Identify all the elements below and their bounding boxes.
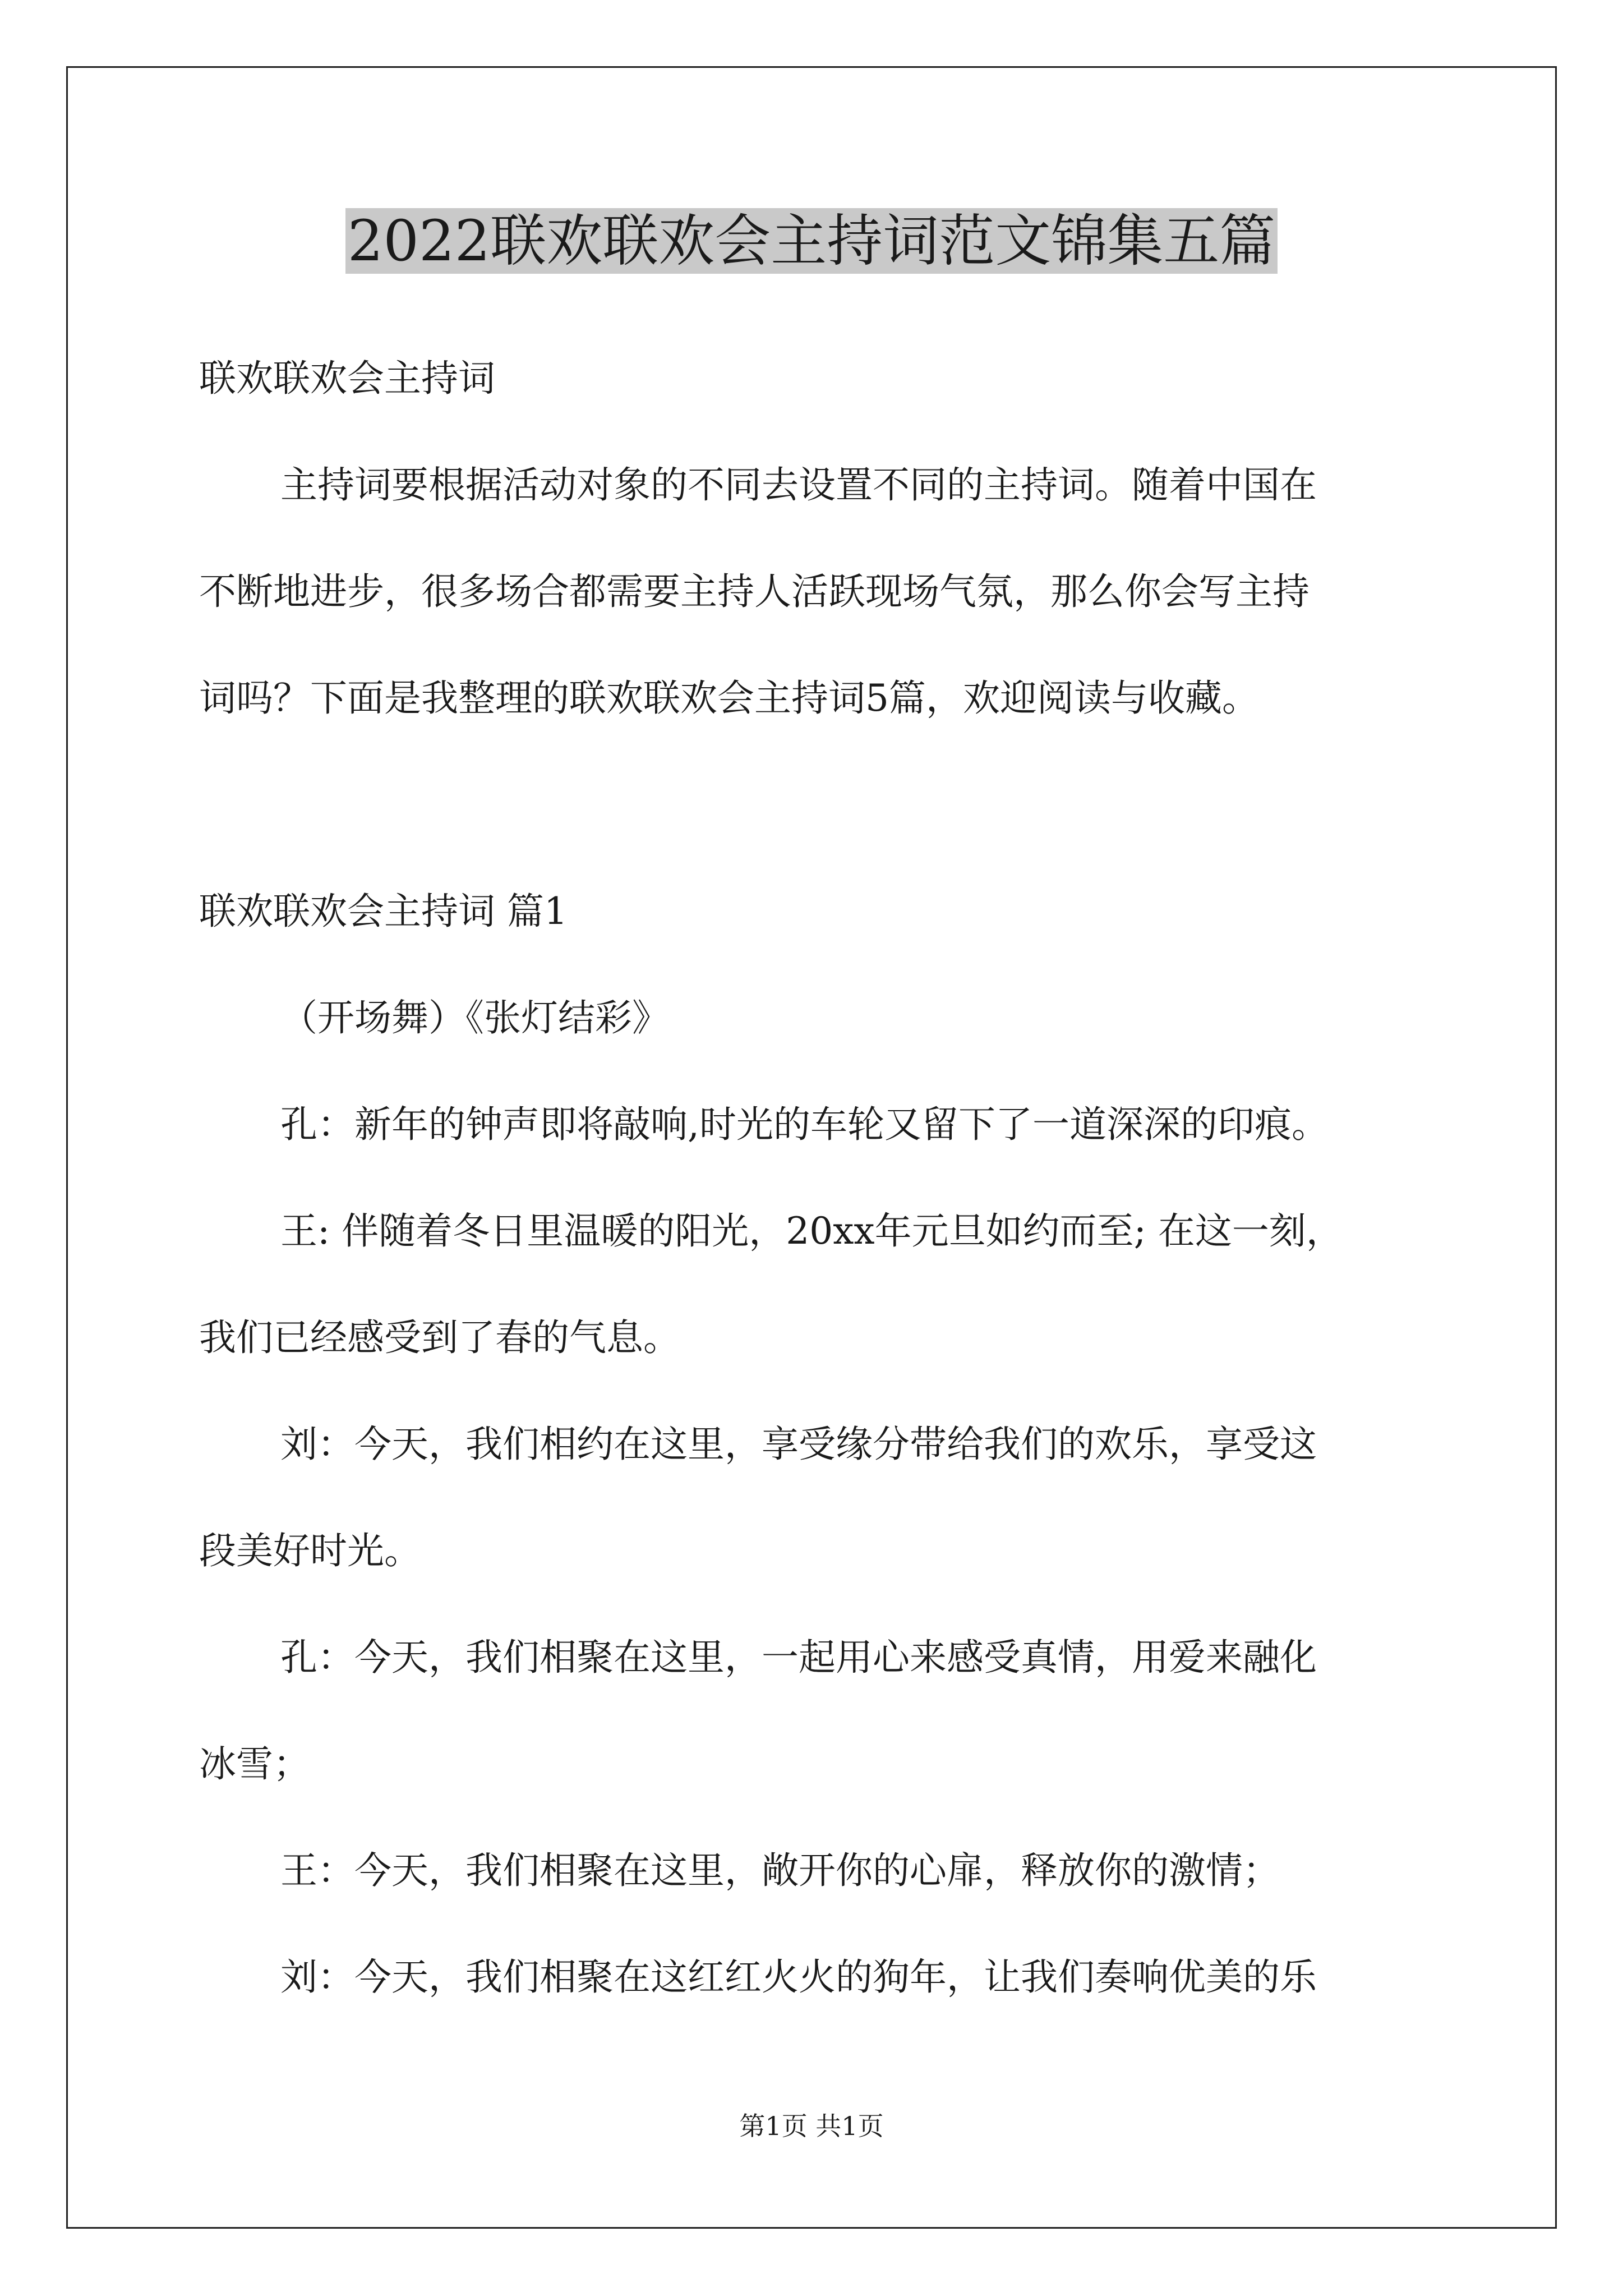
paragraph-line: 孔：新年的钟声即将敲响,时光的车轮又留下了一道深深的印痕。 bbox=[280, 1103, 1329, 1146]
paragraph-line: 词吗？下面是我整理的联欢联欢会主持词5篇，欢迎阅读与收藏。 bbox=[199, 677, 1259, 720]
paragraph-line: 冰雪； bbox=[199, 1742, 310, 1786]
document-title-text: 2022联欢联欢会主持词范文锦集五篇 bbox=[345, 208, 1278, 274]
paragraph-line: 主持词要根据活动对象的不同去设置不同的主持词。随着中国在 bbox=[280, 463, 1317, 507]
section-heading: 联欢联欢会主持词 篇1 bbox=[199, 890, 568, 933]
page-footer: 第1页 共1页 bbox=[739, 2111, 884, 2141]
paragraph-line: （开场舞）《张灯结彩》 bbox=[280, 996, 669, 1039]
paragraph-line: 王: 伴随着冬日里温暖的阳光，20xx年元旦如约而至; 在这一刻， bbox=[280, 1209, 1343, 1253]
paragraph-line: 不断地进步，很多场合都需要主持人活跃现场气氛，那么你会写主持 bbox=[199, 570, 1310, 613]
document-title bbox=[0, 205, 1623, 278]
paragraph-line: 孔：今天，我们相聚在这里，一起用心来感受真情，用爱来融化 bbox=[280, 1636, 1317, 1679]
paragraph-line: 刘：今天，我们相约在这里，享受缘分带给我们的欢乐，享受这 bbox=[280, 1423, 1317, 1466]
paragraph-line: 我们已经感受到了春的气息。 bbox=[199, 1316, 680, 1359]
paragraph-line: 王：今天，我们相聚在这里，敞开你的心扉，释放你的激情； bbox=[280, 1849, 1280, 1892]
paragraph-line: 刘：今天，我们相聚在这红红火火的狗年，让我们奏响优美的乐 bbox=[280, 1955, 1317, 1999]
paragraph-line: 段美好时光。 bbox=[199, 1529, 421, 1572]
section-heading: 联欢联欢会主持词 bbox=[199, 357, 495, 400]
